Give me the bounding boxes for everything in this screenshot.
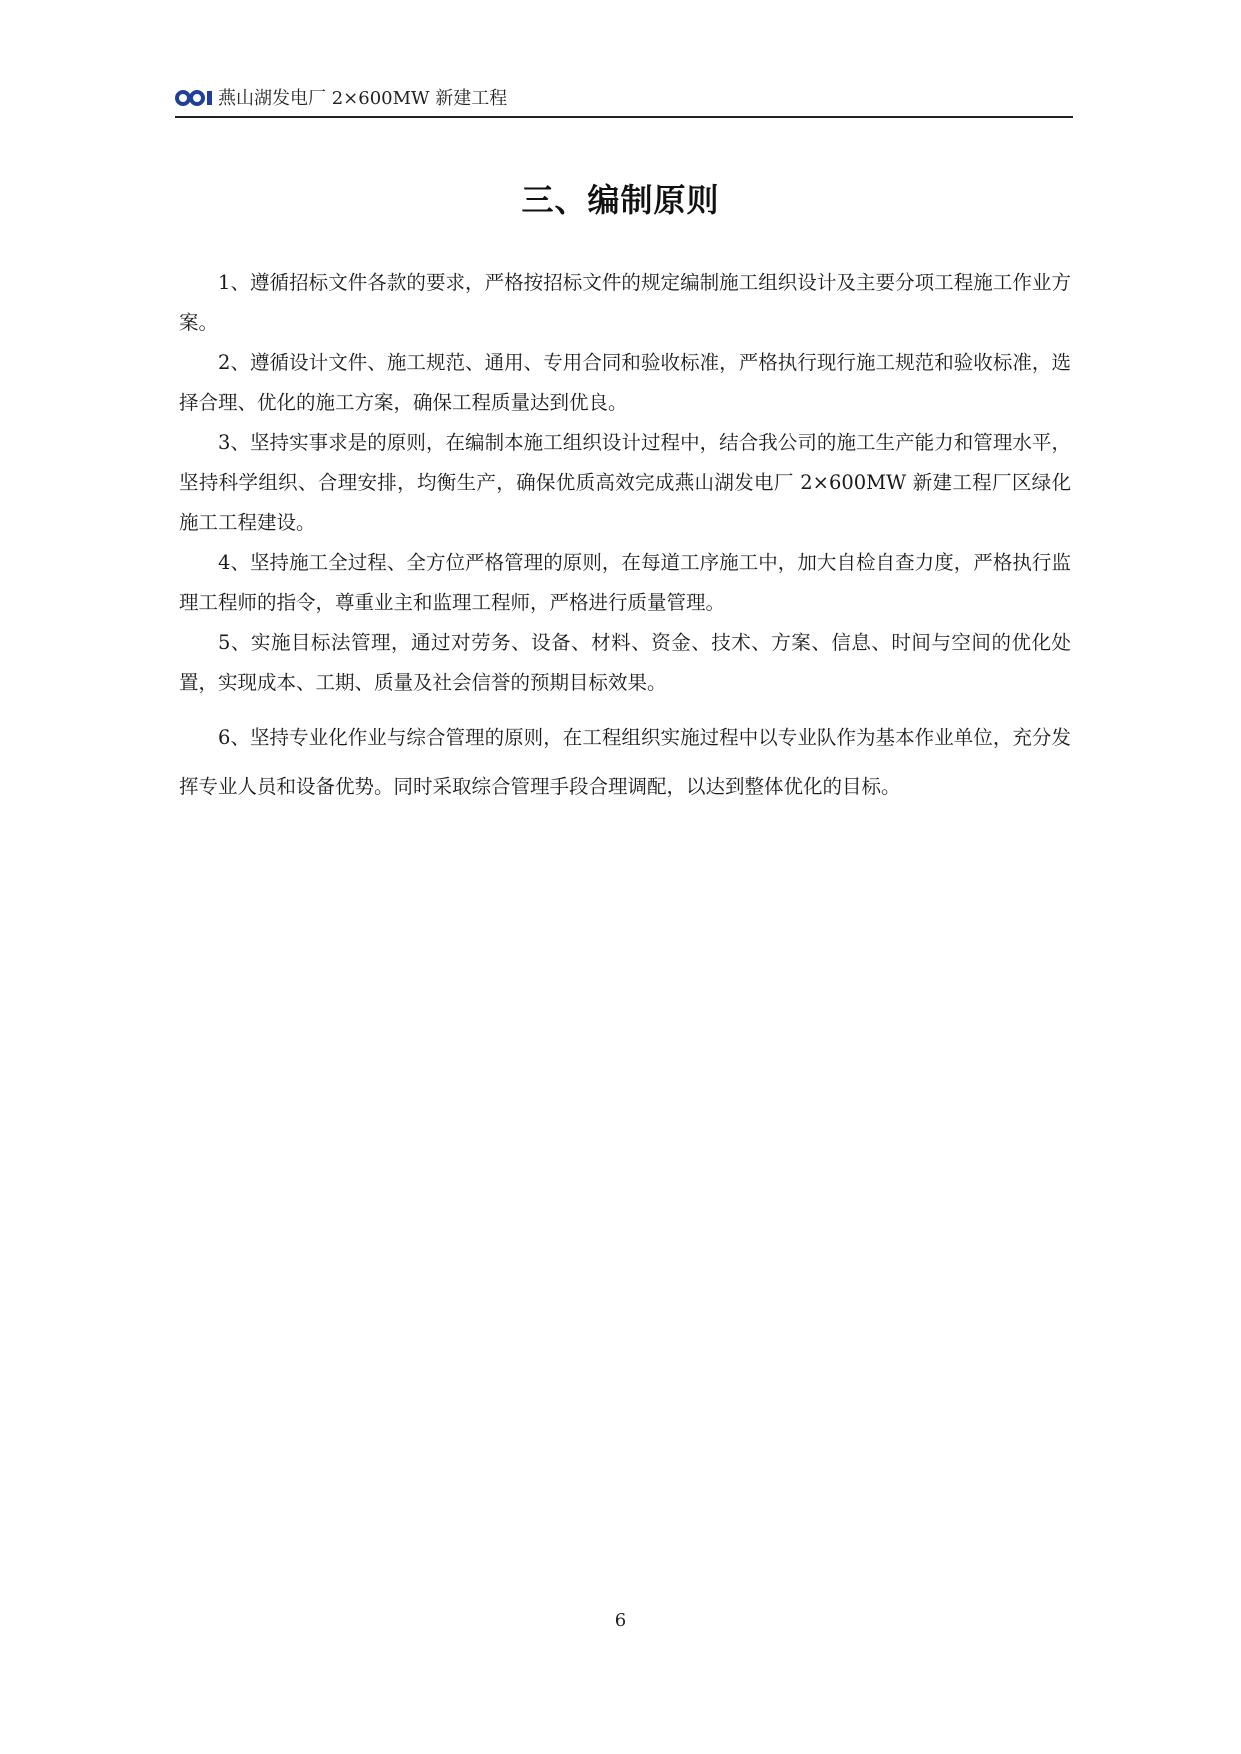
page-title: 三、编制原则 — [521, 181, 720, 219]
paragraph-4: 4、坚持施工全过程、全方位严格管理的原则，在每道工序施工中，加大自检自查力度，严格执行监理工程师的指令，尊重业主和监理工程师，严格进行质量管理。 — [179, 551, 1071, 614]
paragraph-3: 3、坚持实事求是的原则，在编制本施工组织设计过程中，结合我公司的施工生产能力和管理水平，坚持科学组织、合理安排，均衡生产，确保优质高效完成燕山湖发电厂 2×600MW 新建工程厂区绿化施工工程建设。 — [179, 431, 1071, 534]
paragraph-6: 6、坚持专业化作业与综合管理的原则，在工程组织实施过程中以专业队作为基本作业单位，充分发挥专业人员和设备优势。同时采取综合管理手段合理调配，以达到整体优化的目标。 — [179, 726, 1071, 798]
paragraph-1: 1、遵循招标文件各款的要求，严格按招标文件的规定编制施工组织设计及主要分项工程施工作业方案。 — [179, 271, 1071, 334]
document-body — [179, 263, 1071, 811]
page-number: 6 — [614, 1610, 627, 1631]
company-logo-icon — [175, 89, 217, 107]
paragraph-5: 5、实施目标法管理，通过对劳务、设备、材料、资金、技术、方案、信息、时间与空间的优化处置，实现成本、工期、质量及社会信誉的预期目标效果。 — [179, 631, 1071, 694]
paragraph-2: 2、遵循设计文件、施工规范、通用、专用合同和验收标准，严格执行现行施工规范和验收标准，选择合理、优化的施工方案，确保工程质量达到优良。 — [179, 351, 1071, 414]
header-title: 燕山湖发电厂 2×600MW 新建工程 — [218, 88, 508, 109]
page-header — [175, 86, 1073, 118]
